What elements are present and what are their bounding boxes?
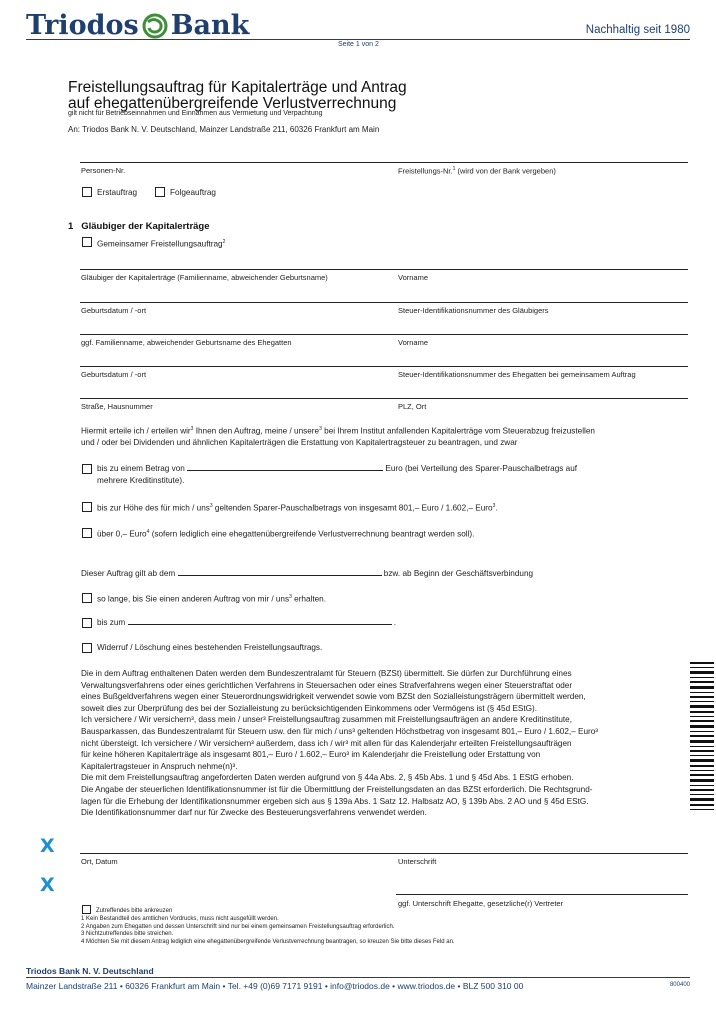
logo-text-left: Triodos xyxy=(26,10,139,41)
sparer-pauschbetrag-checkbox[interactable] xyxy=(82,502,92,512)
freistellungs-nr-text: Freistellungs-Nr. xyxy=(398,166,453,176)
section-number: 1 xyxy=(68,221,74,232)
geburt1-field[interactable] xyxy=(80,302,688,303)
geburt1-label: Geburtsdatum / -ort xyxy=(81,306,147,315)
geburt2-field[interactable] xyxy=(80,366,688,367)
freistellungs-sup: 1 xyxy=(452,166,456,172)
gemeinsam-label xyxy=(97,237,225,250)
signature-mark-1: X xyxy=(40,835,55,857)
bank-logo xyxy=(26,10,249,41)
verlustverrechnung-checkbox[interactable] xyxy=(82,528,92,538)
so-lange-option: so lange, bis Sie einen anderen Auftrag von mir / uns$^3$ erhalten. xyxy=(97,594,327,604)
title-line-1: Freistellungsauftrag für Kapitalerträge und Antrag xyxy=(68,79,407,96)
ehegatte-signature-label: ggf. Unterschrift Ehegatte, gesetzliche(r) Vertreter xyxy=(398,899,564,908)
page-number: Seite 1 von 2 xyxy=(338,41,379,48)
bis-zum-input[interactable] xyxy=(128,624,392,625)
steuer2-label: Steuer-Identifikationsnummer des Ehegatten bei gemeinsamem Auftrag xyxy=(398,370,636,379)
freistellungs-note: (wird von der Bank vergeben) xyxy=(457,166,556,176)
vorname1-label: Vorname xyxy=(398,273,429,282)
sparer-pauschbetrag-option: bis zur Höhe des für mich / uns$^3$ geltenden Sparer-Pauschalbetrags von insgesamt 801,– Euro / 1.602,– Euro$^3$. xyxy=(97,503,498,513)
gemeinsam-sup: 2 xyxy=(222,239,226,245)
gueltig-ab: Dieser Auftrag gilt ab dem bzw. ab Beginn der Geschäftsverbindung xyxy=(81,569,534,578)
verlustverrechnung-option: über 0,– Euro$^4$ (sofern lediglich eine ehegattenübergreifende Verlustverrechnung beantragt werden soll). xyxy=(97,529,475,539)
form-code: 800400 xyxy=(669,982,690,988)
freistellungs-nr-label xyxy=(398,166,556,176)
title-line-2: auf ehegattenübergreifende Verlustverrechnung xyxy=(68,95,397,112)
bis-zum-option: bis zum . xyxy=(97,618,397,627)
betrag-option: bis zu einem Betrag von Euro (bei Verteilung des Sparer-Pauschalbetrags auf mehrere Kreditinstitute). xyxy=(97,464,578,485)
footer-bank-name: Triodos Bank N. V. Deutschland xyxy=(26,966,154,976)
gemeinsam-checkbox[interactable] xyxy=(82,237,92,247)
strasse-label: Straße, Hausnummer xyxy=(81,402,153,411)
ort-datum-label: Ort, Datum xyxy=(81,857,118,866)
geburt2-label: Geburtsdatum / -ort xyxy=(81,370,147,379)
glaeubiger-field[interactable] xyxy=(80,269,688,270)
folgeauftrag-checkbox[interactable] xyxy=(155,187,165,197)
erstauftrag-label: Erstauftrag xyxy=(97,188,138,197)
legend-checkbox xyxy=(82,905,91,914)
footnotes: 1 Kein Bestandteil des amtlichen Vordrucks, muss nicht ausgefüllt werden. 2 Angaben zum Ehegatten und dessen Unterschrift sind nur bei einem gemeinsamen Freistellungsauftrag erforderlich. 3 Nichtzutreffendes bitte streichen. 4 Möchten Sie mit diesem Antrag lediglich eine ehegattenübergreifende Verlustverrechnung beantragen, so kreuzen Sie bitte dieses Feld an. xyxy=(81,916,455,945)
triodos-knot-icon xyxy=(142,13,168,39)
signature-line[interactable] xyxy=(80,853,688,854)
header-rule xyxy=(26,39,690,40)
auftrag-paragraph: Hiermit erteile ich / erteilen wir$^3$ Ihnen den Auftrag, meine / unsere$^3$ bei Ihrem Institut anfallenden Kapitalerträge vom Steuerabzug freizustellen und / oder bei Dividenden und ähnlichen Kapitalerträgen die Erstattung von Kapitalertragsteuer zu beantragen, und zwar xyxy=(81,426,595,448)
strasse-field[interactable] xyxy=(80,398,688,399)
ehegatte-field[interactable] xyxy=(80,334,688,335)
section-1-heading xyxy=(68,221,210,232)
unterschrift-label: Unterschrift xyxy=(398,857,437,866)
recipient-address: An: Triodos Bank N. V. Deutschland, Mainzer Landstraße 211, 60326 Frankfurt am Main xyxy=(68,125,380,134)
widerruf-checkbox[interactable] xyxy=(82,643,92,653)
vorname2-label: Vorname xyxy=(398,338,429,347)
personen-nr-label: Personen-Nr. xyxy=(81,166,126,175)
ehegatte-signature-line[interactable] xyxy=(396,894,688,895)
gemeinsam-text: Gemeinsamer Freistellungsauftrag xyxy=(97,239,223,249)
barcode-icon xyxy=(690,662,714,812)
betrag-input[interactable] xyxy=(187,470,383,471)
bis-zum-checkbox[interactable] xyxy=(82,618,92,628)
gueltig-ab-input[interactable] xyxy=(178,575,382,576)
footer-address: Mainzer Landstraße 211 • 60326 Frankfurt am Main • Tel. +49 (0)69 7171 9191 • info@triodos.de • www.triodos.de • BLZ 500 310 00 xyxy=(26,981,524,991)
legal-text: Die in dem Auftrag enthaltenen Daten werden dem Bundeszentralamt für Steuern (BZSt) übermittelt. Sie dürfen zur Durchführung eines Verwaltungsverfahrens oder eines gerichtlichen Verfahrens in Steuersachen oder eines Strafverfahrens wegen einer Steuerstraftat oder eines Bußgeldverfahrens wegen einer Steuerordnungswidrigkeit verwendet sowie vom BZSt den Sozialleistungsträgern übermittelt werden, soweit dies zur Überprüfung des bei der Sozialleistung zu berücksichtigenden Einkommens oder Vermögens ist (§ 45d EStG). Ich versichere / Wir versichern³, dass mein / unser³ Freistellungsauftrag zusammen mit Freistellungsaufträgen an andere Kreditinstitute, Bausparkassen, das Bundeszentralamt für Steuern usw. den für mich / uns³ geltenden Höchstbetrag von insgesamt 801,– Euro / 1.602,– Euro³ nicht übersteigt. Ich versichere / Wir versichern³ außerdem, dass ich / wir³ mit allen für das Kalenderjahr erteilten Freistellungsaufträgen für keine höheren Kapitalerträge als insgesamt 801,– Euro / 1.602,– Euro³ im Kalenderjahr die Freistellung oder Erstattung von Kapitalertragsteuer in Anspruch nehme(n)³. Die mit dem Freistellungsauftrag angeforderten Daten werden aufgrund von § 44a Abs. 2, § 45b Abs. 1 und § 45d Abs. 1 EStG erhoben. Die Angabe der steuerlichen Identifikationsnummer ist für die Übermittlung der Freistellungsdaten an das BZSt erforderlich. Die Rechtsgrund- lagen für die Erhebung der Identifikationsnummer ergeben sich aus § 139a Abs. 1 Satz 12. Halbsatz AO, § 139b Abs. 2 AO und § 45d EStG. Die Identifikationsnummer darf nur für Zwecke des Besteuerungsverfahrens verwendet werden. xyxy=(81,669,599,818)
ehegatte-label: ggf. Familienname, abweichender Geburtsname des Ehegatten xyxy=(81,338,292,347)
personen-nr-field[interactable] xyxy=(80,162,688,163)
footer-rule xyxy=(26,977,690,978)
folgeauftrag-label: Folgeauftrag xyxy=(170,188,216,197)
plz-label: PLZ, Ort xyxy=(398,402,427,411)
title-subtitle: gilt nicht für Betriebseinnahmen und Einnahmen aus Vermietung und Verpachtung xyxy=(68,110,323,117)
legend-text: Zutreffendes bitte ankreuzen xyxy=(96,908,173,914)
betrag-checkbox[interactable] xyxy=(82,464,92,474)
form-title xyxy=(68,80,407,112)
signature-mark-2: X xyxy=(40,874,55,896)
tagline: Nachhaltig seit 1980 xyxy=(585,24,690,36)
section-title: Gläubiger der Kapitalerträge xyxy=(81,221,210,232)
so-lange-checkbox[interactable] xyxy=(82,593,92,603)
logo-text-right: Bank xyxy=(170,10,250,41)
glaeubiger-label: Gläubiger der Kapitalerträge (Familienname, abweichender Geburtsname) xyxy=(81,273,328,282)
erstauftrag-checkbox[interactable] xyxy=(82,187,92,197)
widerruf-option: Widerruf / Löschung eines bestehenden Freistellungsauftrags. xyxy=(97,643,323,652)
steuer1-label: Steuer-Identifikationsnummer des Gläubigers xyxy=(398,306,549,315)
